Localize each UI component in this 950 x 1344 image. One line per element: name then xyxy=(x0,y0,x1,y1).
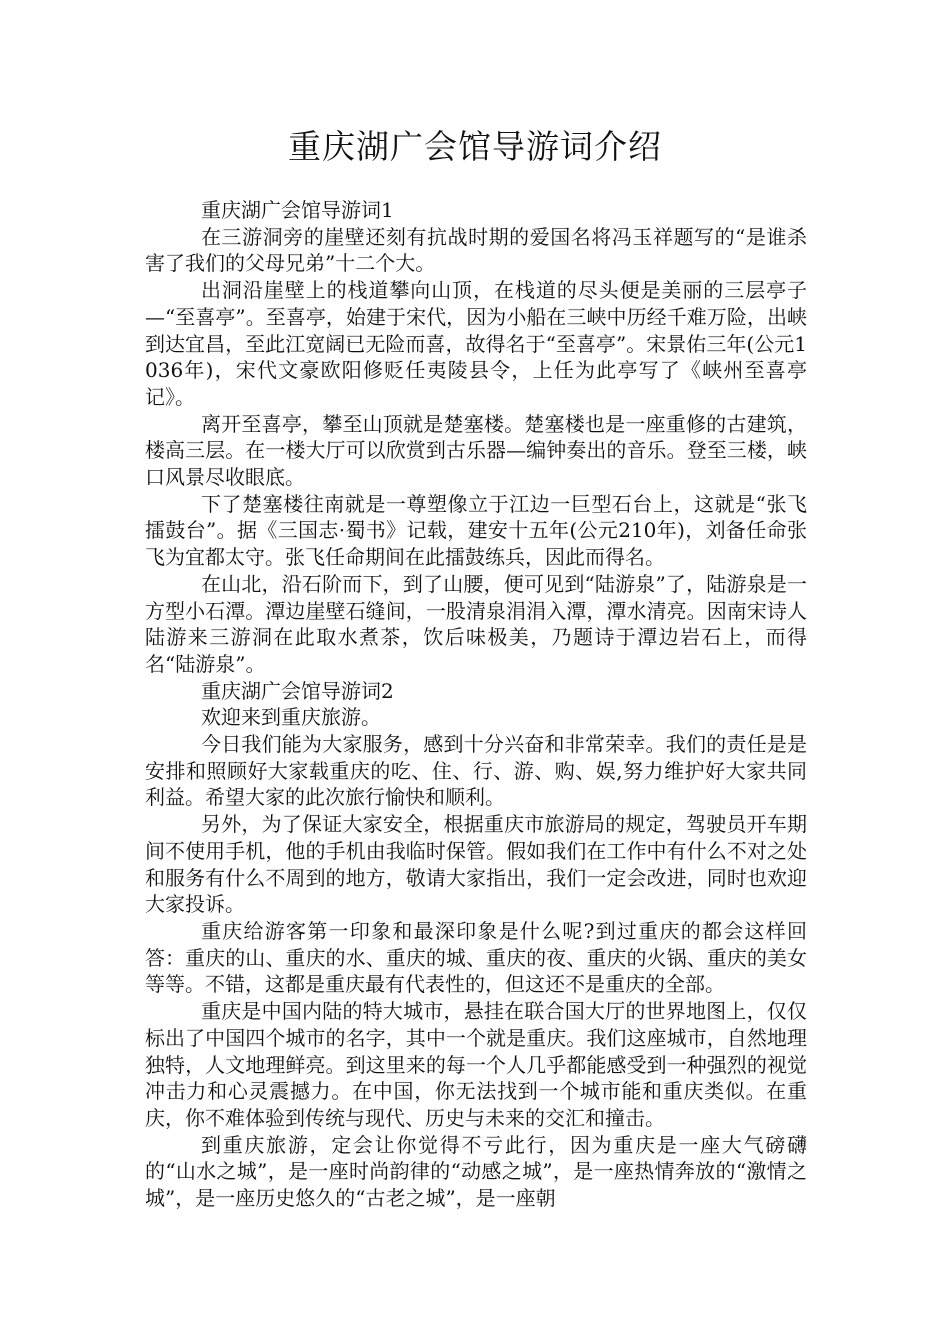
section-heading-2: 重庆湖广会馆导游词2 xyxy=(201,678,394,703)
paragraph: 出洞沿崖壁上的栈道攀向山顶，在栈道的尽头便是美丽的三层亭子—“至喜亭”。至喜亭，始建于宋代，因为小船在三峡中历经千难万险，出峡到达宜昌，至此江宽阔已无险而喜，故得名于“至喜亭”。宋景佑三年(公元1036年)，宋代文豪欧阳修贬任夷陵县令，上任为此亭写了《峡州至喜亭记》。 xyxy=(145,278,807,409)
paragraph: 离开至喜亭，攀至山顶就是楚塞楼。楚塞楼也是一座重修的古建筑，楼高三层。在一楼大厅可以欣赏到古乐器—编钟奏出的音乐。登至三楼，峡口风景尽收眼底。 xyxy=(145,411,807,490)
paragraph: 在山北，沿石阶而下，到了山腰，便可见到“陆游泉”了，陆游泉是一方型小石潭。潭边崖壁石缝间，一股清泉涓涓入潭，潭水清亮。因南宋诗人陆游来三游洞在此取水煮茶，饮后味极美，乃题诗于潭边岩石上，而得名“陆游泉”。 xyxy=(145,571,807,676)
page-title: 重庆湖广会馆导游词介绍 xyxy=(288,127,662,166)
paragraph: 重庆给游客第一印象和最深印象是什么呢?到过重庆的都会这样回答：重庆的山、重庆的水、重庆的城、重庆的夜、重庆的火锅、重庆的美女等等。不错，这都是重庆最有代表性的，但这还不是重庆的全部。 xyxy=(145,918,807,997)
document-body xyxy=(145,197,807,1212)
section-heading-1: 重庆湖广会馆导游词1 xyxy=(201,198,394,222)
paragraph: 今日我们能为大家服务，感到十分兴奋和非常荣幸。我们的责任是是安排和照顾好大家载重庆的吃、住、行、游、购、娱,努力维护好大家共同利益。希望大家的此次旅行愉快和顺利。 xyxy=(145,732,807,810)
paragraph: 另外，为了保证大家安全，根据重庆市旅游局的规定，驾驶员开车期间不使用手机，他的手机由我临时保管。假如我们在工作中有什么不对之处和服务有什么不周到的地方，敬请大家指出，我们一定会改进，同时也欢迎大家投诉。 xyxy=(145,812,807,917)
paragraph: 重庆是中国内陆的特大城市，悬挂在联合国大厅的世界地图上，仅仅标出了中国四个城市的名字，其中一个就是重庆。我们这座城市，自然地理独特，人文地理鲜亮。到这里来的每一个人几乎都能感受到一种强烈的视觉冲击力和心灵震撼力。在中国，你无法找到一个城市能和重庆类似。在重庆，你不难体验到传统与现代、历史与未来的交汇和撞击。 xyxy=(145,999,807,1130)
paragraph: 在三游洞旁的崖壁还刻有抗战时期的爱国名将冯玉祥题写的“是谁杀害了我们的父母兄弟”十二个大。 xyxy=(145,224,807,276)
paragraph: 到重庆旅游，定会让你觉得不亏此行，因为重庆是一座大气磅礴的“山水之城”，是一座时尚韵律的“动感之城”，是一座热情奔放的“激情之城”，是一座历史悠久的“古老之城”，是一座朝 xyxy=(145,1132,807,1211)
paragraph: 欢迎来到重庆旅游。 xyxy=(201,705,381,730)
paragraph: 下了楚塞楼往南就是一尊塑像立于江边一巨型石台上，这就是“张飞擂鼓台”。据《三国志·蜀书》记载，建安十五年(公元210年)，刘备任命张飞为宜都太守。张飞任命期间在此擂鼓练兵，因此而得名。 xyxy=(145,491,807,570)
